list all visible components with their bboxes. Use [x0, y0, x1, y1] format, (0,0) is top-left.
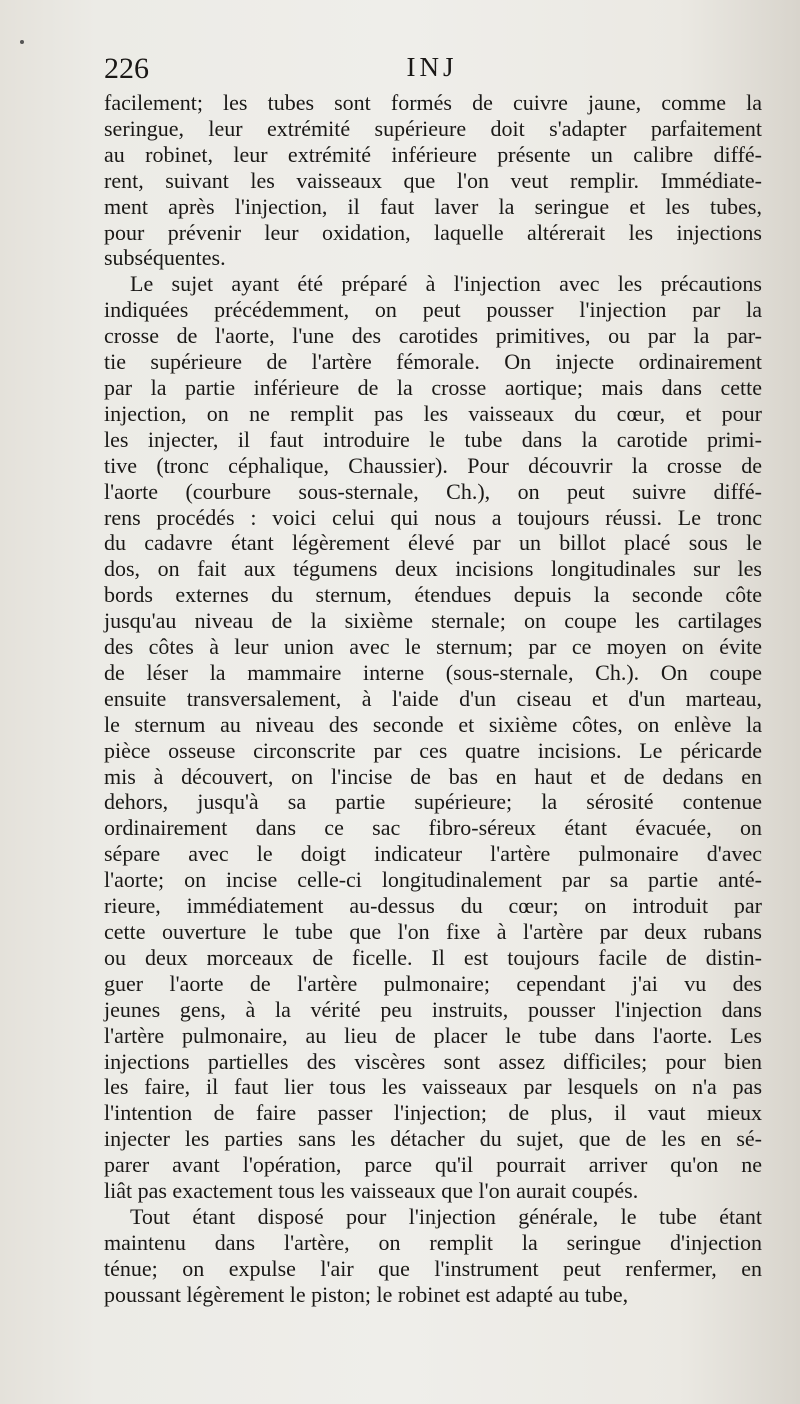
text-line: injection, on ne remplit pas les vaisseaux du cœur, et pour [104, 400, 762, 426]
text-line: l'intention de faire passer l'injection; de plus, il vaut mieux [104, 1100, 762, 1126]
text-line: les injecter, il faut introduire le tube dans la carotide primi- [104, 426, 762, 452]
text-line: jusqu'au niveau de la sixième sternale; on coupe les cartilages [104, 608, 762, 634]
text-line: le sternum au niveau des seconde et sixième côtes, on enlève la [104, 711, 762, 737]
text-line: par la partie inférieure de la crosse aortique; mais dans cette [104, 374, 762, 400]
text-line: mis à découvert, on l'incise de bas en haut et de dedans en [104, 763, 762, 789]
text-line: l'aorte; on incise celle-ci longitudinalement par sa partie anté- [104, 867, 762, 893]
running-head: INJ [406, 52, 458, 82]
text-line: seringue, leur extrémité supérieure doit s'adapter parfaitement [104, 115, 762, 141]
text-line: pièce osseuse circonscrite par ces quatre incisions. Le péricarde [104, 737, 762, 763]
text-line: bords externes du sternum, étendues depuis la seconde côte [104, 582, 762, 608]
text-line: sépare avec le doigt indicateur l'artère pulmonaire d'avec [104, 841, 762, 867]
text-line: injections partielles des viscères sont assez difficiles; pour bien [104, 1048, 762, 1074]
text-line: rent, suivant les vaisseaux que l'on veut remplir. Immédiate- [104, 167, 762, 193]
text-line: au robinet, leur extrémité inférieure présente un calibre diffé- [104, 141, 762, 167]
text-line: crosse de l'aorte, l'une des carotides primitives, ou par la par- [104, 323, 762, 349]
text-line: l'aorte (courbure sous-sternale, Ch.), on peut suivre diffé- [104, 478, 762, 504]
text-line: ou deux morceaux de ficelle. Il est toujours facile de distin- [104, 944, 762, 970]
text-line: parer avant l'opération, parce qu'il pourrait arriver qu'on ne [104, 1152, 762, 1178]
text-line: facilement; les tubes sont formés de cuivre jaune, comme la [104, 90, 762, 115]
page-header [104, 52, 760, 92]
page-number: 226 [104, 52, 149, 85]
ink-speck [20, 40, 24, 44]
text-line: pour prévenir leur oxidation, laquelle altérerait les injections [104, 219, 762, 245]
text-line: indiquées précédemment, on peut pousser l'injection par la [104, 297, 762, 323]
text-line: Le sujet ayant été préparé à l'injection avec les précautions [130, 271, 762, 297]
text-line: tie supérieure de l'artère fémorale. On injecte ordinairement [104, 349, 762, 375]
text-line: ténue; on expulse l'air que l'instrument peut renfermer, en [104, 1255, 762, 1281]
text-line: cette ouverture le tube que l'on fixe à l'artère par deux rubans [104, 919, 762, 944]
text-line: ensuite transversalement, à l'aide d'un ciseau et d'un marteau, [104, 685, 762, 711]
text-line: ordinairement dans ce sac fibro-séreux étant évacuée, on [104, 815, 762, 841]
text-line: subséquentes. [104, 245, 226, 271]
text-line: dos, on fait aux tégumens deux incisions longitudinales sur les [104, 556, 762, 582]
text-line: de léser la mammaire interne (sous-sternale, Ch.). On coupe [104, 659, 762, 685]
text-line: guer l'aorte de l'artère pulmonaire; cependant j'ai vu des [104, 970, 762, 996]
text-line: rens procédés : voici celui qui nous a toujours réussi. Le tronc [104, 504, 762, 530]
text-line: jeunes gens, à la vérité peu instruits, pousser l'injection dans [104, 996, 762, 1022]
text-line: liât pas exactement tous les vaisseaux que l'on aurait coupés. [104, 1178, 639, 1204]
body-text [104, 90, 762, 1308]
text-line: l'artère pulmonaire, au lieu de placer le tube dans l'aorte. Les [104, 1022, 762, 1048]
text-line: Tout étant disposé pour l'injection générale, le tube étant [130, 1203, 762, 1229]
text-line: ment après l'injection, il faut laver la seringue et les tubes, [104, 193, 762, 219]
text-line: injecter les parties sans les détacher du sujet, que de les en sé- [104, 1126, 762, 1152]
text-line: du cadavre étant légèrement élevé par un billot placé sous le [104, 530, 762, 556]
text-line: des côtes à leur union avec le sternum; par ce moyen on évite [104, 634, 762, 660]
text-line: poussant légèrement le piston; le robinet est adapté au tube, [104, 1281, 629, 1307]
text-line: rieure, immédiatement au-dessus du cœur; on introduit par [104, 893, 762, 919]
text-line: dehors, jusqu'à sa partie supérieure; la sérosité contenue [104, 789, 762, 815]
text-line: maintenu dans l'artère, on remplit la seringue d'injection [104, 1229, 762, 1255]
text-line: les faire, il faut lier tous les vaisseaux par lesquels on n'a pas [104, 1074, 762, 1100]
text-line: tive (tronc céphalique, Chaussier). Pour découvrir la crosse de [104, 452, 762, 478]
